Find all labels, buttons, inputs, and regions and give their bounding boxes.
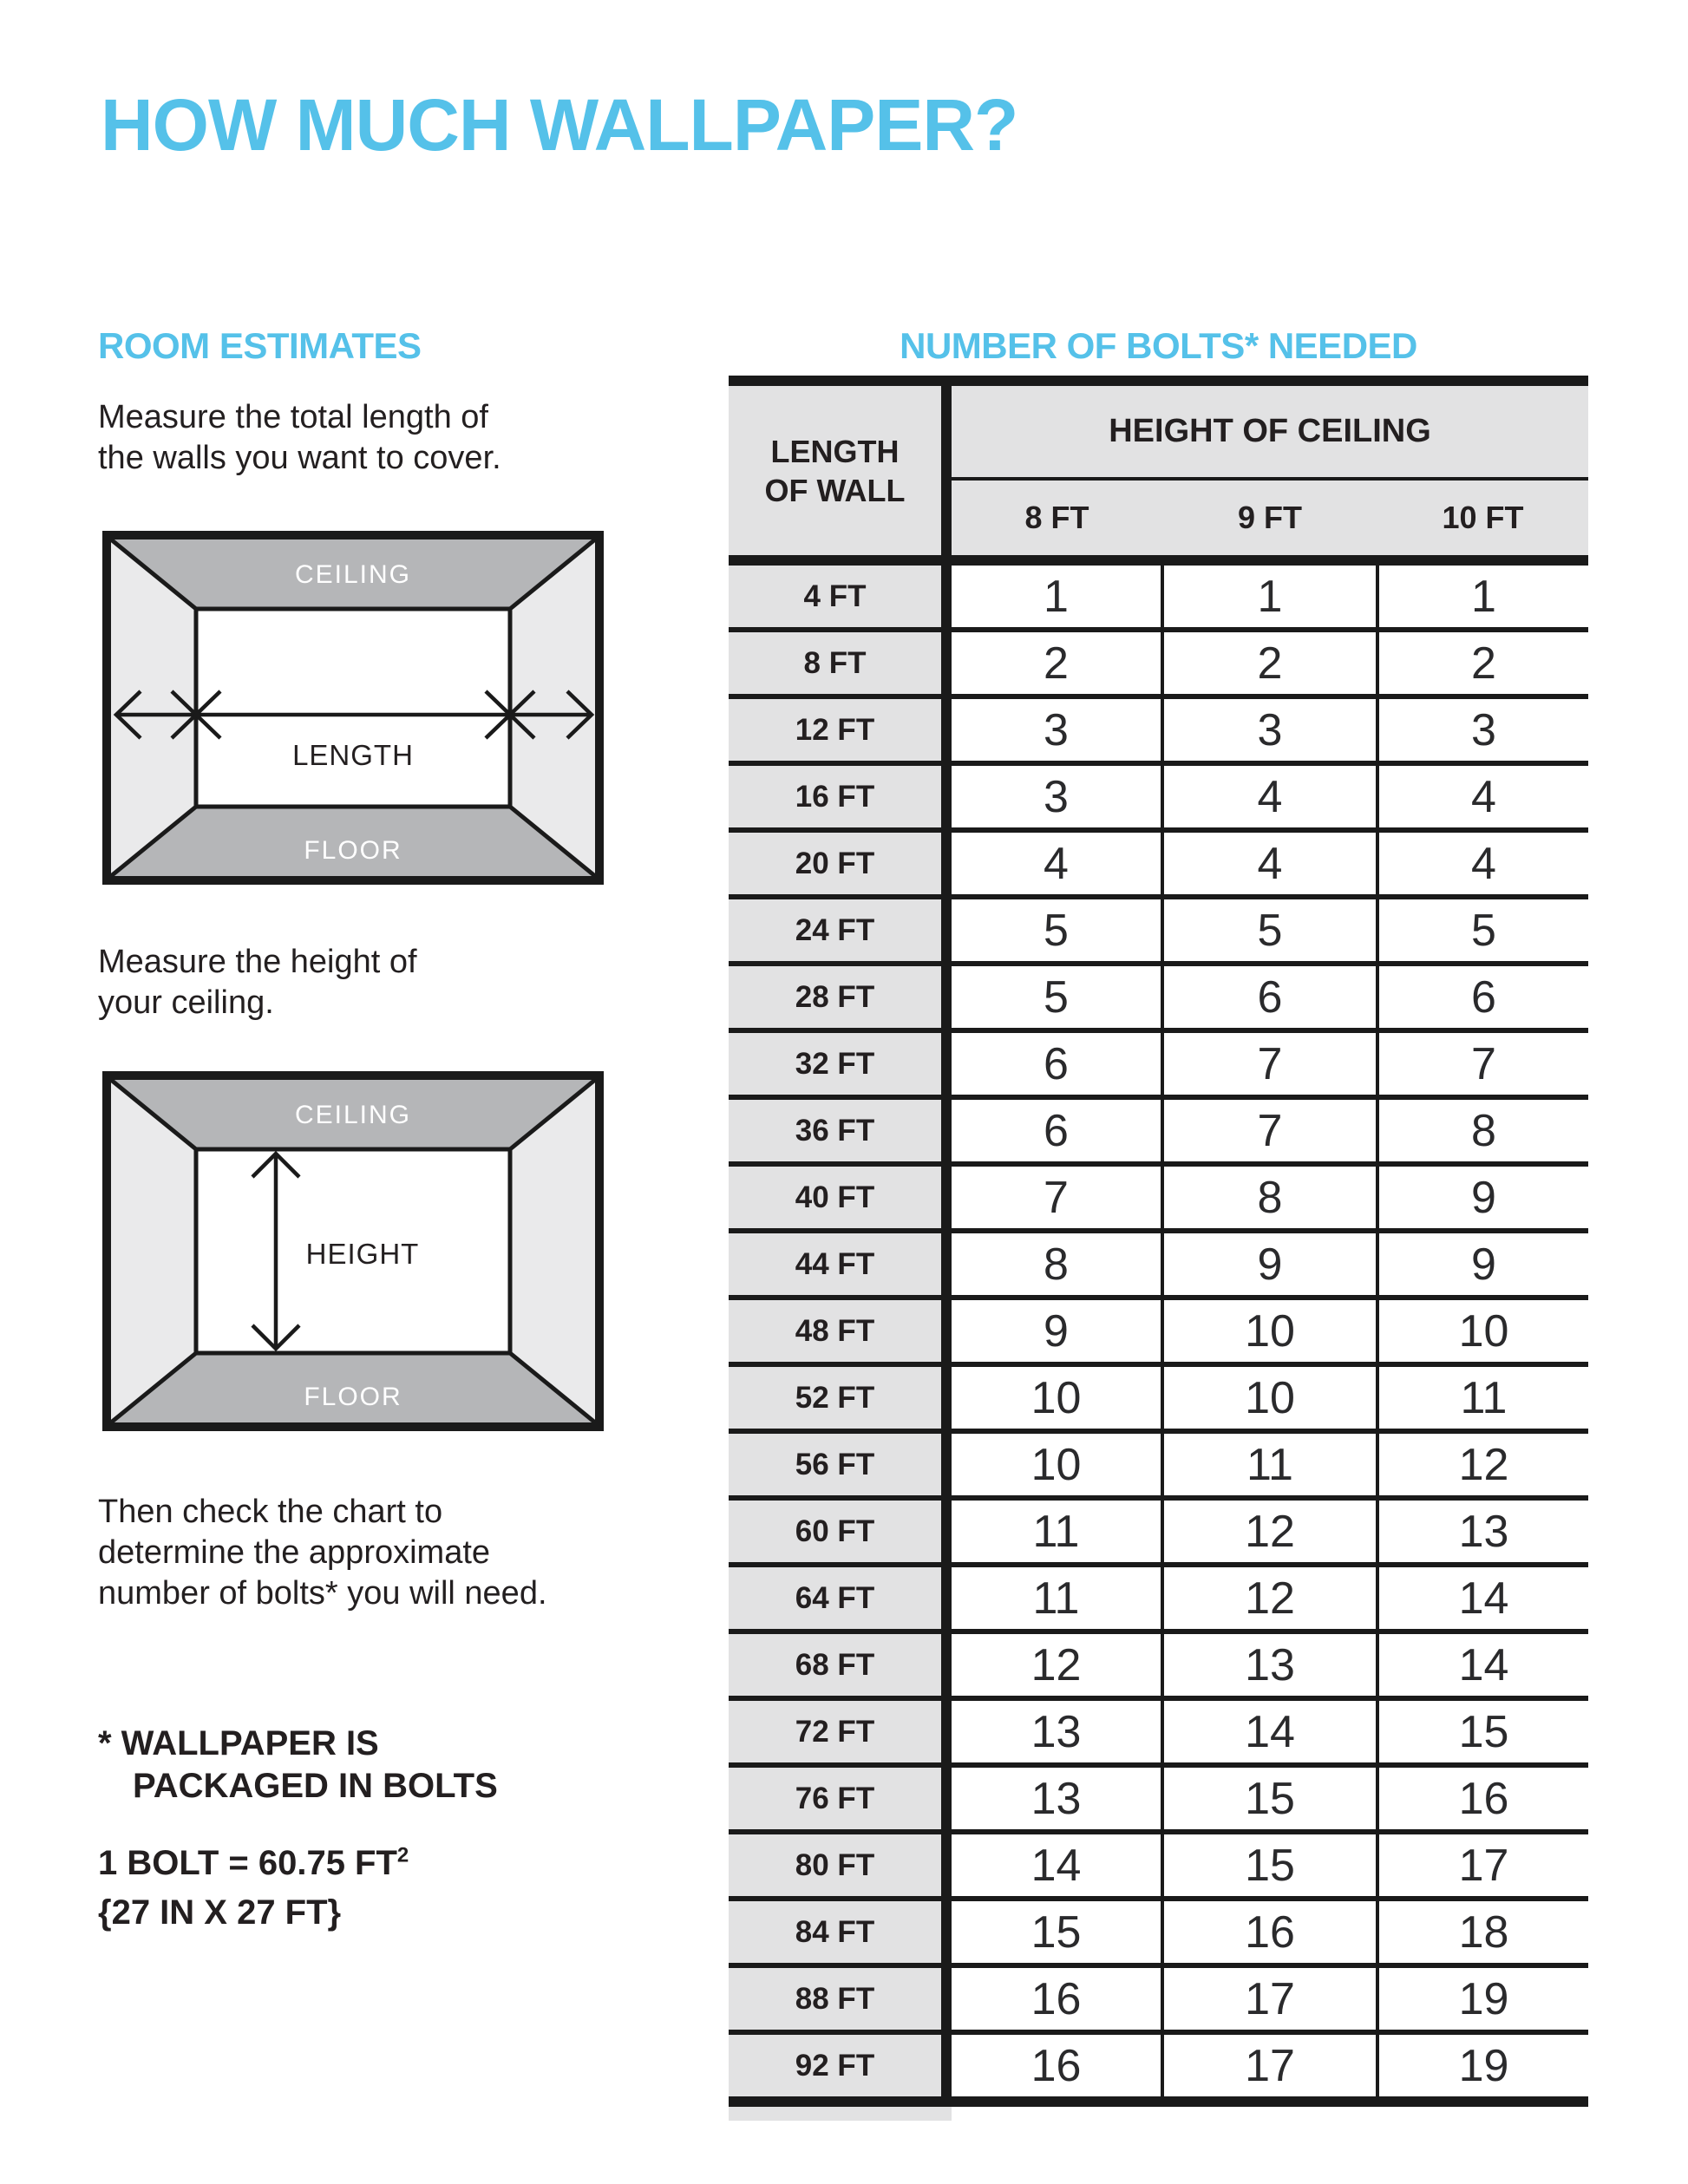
header-line: LENGTH (770, 433, 900, 469)
table-row (729, 1901, 1588, 1963)
column-divider-thick (941, 632, 952, 694)
column-divider-thick (941, 1033, 952, 1095)
bolt-count: 4 (1257, 838, 1283, 889)
bolt-count: 6 (1044, 1105, 1069, 1156)
row-label: 68 FT (729, 1634, 941, 1696)
bolt-count: 9 (1471, 1239, 1496, 1290)
column-divider-thick (941, 899, 952, 961)
bolt-size-text: 1 BOLT = 60.75 FT (98, 1844, 397, 1882)
table-row (729, 899, 1588, 961)
row-label: 52 FT (729, 1367, 941, 1429)
bolt-count: 12 (1245, 1506, 1295, 1557)
table-bottom-border (729, 2096, 1588, 2107)
row-label: 72 FT (729, 1701, 941, 1762)
bolt-count: 7 (1471, 1038, 1496, 1089)
bolt-count: 11 (1246, 1439, 1293, 1490)
row-label: 64 FT (729, 1567, 941, 1629)
measure-height-instruction (98, 942, 417, 1023)
table-row (729, 1501, 1588, 1562)
bolt-count: 11 (1032, 1506, 1080, 1557)
room-height-diagram-svg (102, 1071, 604, 1431)
instruction-line: the walls you want to cover. (98, 440, 501, 476)
bolt-count: 4 (1471, 771, 1496, 822)
bolt-count: 17 (1245, 1973, 1295, 2024)
height-label: HEIGHT (305, 1238, 420, 1270)
bolt-count: 13 (1458, 1506, 1509, 1557)
column-divider-thick (941, 386, 952, 555)
row-label: 48 FT (729, 1300, 941, 1362)
row-label: 4 FT (729, 566, 941, 627)
floor-label: FLOOR (304, 1383, 402, 1411)
bolt-count: 16 (1030, 1973, 1082, 2024)
column-divider-thick (941, 1100, 952, 1161)
bolt-count: 16 (1030, 2040, 1082, 2091)
bolt-count: 8 (1044, 1239, 1069, 1290)
column-divider-thick (941, 699, 952, 761)
row-label: 24 FT (729, 899, 941, 961)
table-row (729, 1033, 1588, 1095)
bolt-count: 3 (1471, 704, 1496, 755)
bolt-count: 7 (1257, 1038, 1283, 1089)
bolt-count: 9 (1471, 1172, 1496, 1223)
row-label: 80 FT (729, 1834, 941, 1896)
table-row (729, 1701, 1588, 1762)
bolt-count: 17 (1458, 1840, 1509, 1891)
ceiling-height-subheaders (952, 481, 1588, 555)
table-row (729, 766, 1588, 827)
bolt-count: 16 (1458, 1773, 1509, 1824)
bolt-count: 19 (1458, 2040, 1509, 2091)
room-height-diagram (102, 1071, 604, 1431)
bolt-count: 15 (1458, 1706, 1509, 1757)
bolt-count: 8 (1257, 1172, 1283, 1223)
table-row (729, 2035, 1588, 2096)
column-divider-thick (941, 1167, 952, 1228)
footnote-line: PACKAGED IN BOLTS (133, 1767, 498, 1805)
bolt-count: 9 (1044, 1305, 1069, 1357)
subheader-8ft: 8 FT (1024, 500, 1089, 535)
table-row (729, 966, 1588, 1028)
bolts-footnote (98, 1723, 498, 1808)
height-of-ceiling-header: HEIGHT OF CEILING (952, 386, 1588, 477)
column-divider-thick (941, 1367, 952, 1429)
bolt-count: 15 (1245, 1840, 1295, 1891)
row-label: 60 FT (729, 1501, 941, 1562)
bolt-dimensions-line: {27 IN X 27 FT} (98, 1893, 342, 1932)
table-row (729, 1768, 1588, 1829)
row-label: 32 FT (729, 1033, 941, 1095)
ceiling-label: CEILING (294, 560, 412, 589)
table-row (729, 566, 1588, 627)
table-rows (729, 566, 1588, 2096)
bolt-count: 15 (1245, 1773, 1295, 1824)
column-divider-thick (941, 1968, 952, 2030)
row-label: 88 FT (729, 1968, 941, 2030)
room-length-diagram-svg (102, 531, 604, 885)
instruction-line: number of bolts* you will need. (98, 1575, 547, 1612)
bolt-count: 10 (1030, 1372, 1082, 1423)
bolt-count: 14 (1245, 1706, 1295, 1757)
bolt-count: 11 (1460, 1372, 1508, 1423)
label-column-stub (729, 2107, 952, 2121)
bolt-count: 5 (1044, 905, 1069, 956)
bolt-count: 5 (1471, 905, 1496, 956)
bolt-count: 14 (1030, 1840, 1082, 1891)
bolt-count: 14 (1458, 1573, 1509, 1624)
bolts-needed-heading: NUMBER OF BOLTS* NEEDED (900, 325, 1417, 366)
check-chart-instruction (98, 1492, 547, 1614)
table-row (729, 1834, 1588, 1896)
bolt-count: 6 (1044, 1038, 1069, 1089)
column-divider-thick (941, 2035, 952, 2096)
bolt-count: 1 (1044, 571, 1069, 622)
subheader-9ft: 9 FT (1237, 500, 1302, 535)
table-row (729, 1367, 1588, 1429)
row-label: 76 FT (729, 1768, 941, 1829)
column-divider-thick (941, 1634, 952, 1696)
bolt-count: 2 (1044, 638, 1069, 689)
bolt-count: 14 (1458, 1639, 1509, 1690)
row-label: 12 FT (729, 699, 941, 761)
row-label: 44 FT (729, 1233, 941, 1295)
bolt-count: 5 (1044, 971, 1069, 1023)
bolt-count: 11 (1032, 1573, 1080, 1624)
bolt-count: 4 (1257, 771, 1283, 822)
table-header (729, 386, 1588, 555)
length-label: LENGTH (292, 739, 414, 771)
room-estimates-heading: ROOM ESTIMATES (98, 325, 422, 366)
table-top-border (729, 376, 1588, 386)
table-row (729, 632, 1588, 694)
column-divider-thick (941, 1434, 952, 1495)
instruction-line: Then check the chart to (98, 1494, 443, 1530)
header-line: OF WALL (764, 472, 906, 508)
squared-superscript: 2 (396, 1843, 409, 1867)
column-divider-thick (941, 1901, 952, 1963)
row-label: 36 FT (729, 1100, 941, 1161)
bolt-count: 10 (1458, 1305, 1509, 1357)
back-wall (196, 609, 510, 807)
bolt-count: 16 (1245, 1906, 1295, 1958)
measure-length-instruction (98, 397, 501, 479)
bolt-count: 9 (1257, 1239, 1283, 1290)
header-bottom-border (729, 555, 1588, 566)
row-label: 40 FT (729, 1167, 941, 1228)
bolt-count: 2 (1471, 638, 1496, 689)
column-divider-thick (941, 966, 952, 1028)
bolt-count: 10 (1030, 1439, 1082, 1490)
bolt-count: 4 (1471, 838, 1496, 889)
bolt-count: 12 (1245, 1573, 1295, 1624)
column-divider-thick (941, 833, 952, 894)
bolt-size-line (98, 1839, 409, 1888)
ceiling-label: CEILING (294, 1101, 412, 1129)
column-divider-thick (941, 1501, 952, 1562)
bolt-count: 18 (1458, 1906, 1509, 1958)
bolt-count: 10 (1245, 1372, 1295, 1423)
table-row (729, 1100, 1588, 1161)
row-label: 8 FT (729, 632, 941, 694)
bolt-count: 2 (1257, 638, 1283, 689)
bolt-count: 1 (1257, 571, 1283, 622)
bolt-count: 7 (1257, 1105, 1283, 1156)
bolt-count: 4 (1044, 838, 1069, 889)
bolt-count: 1 (1471, 571, 1496, 622)
bolt-count: 3 (1257, 704, 1283, 755)
bolt-count: 12 (1458, 1439, 1509, 1490)
bolt-count: 7 (1044, 1172, 1069, 1223)
column-divider-thick (941, 1834, 952, 1896)
row-label: 28 FT (729, 966, 941, 1028)
bolt-count: 12 (1030, 1639, 1082, 1690)
instruction-line: Measure the height of (98, 944, 417, 980)
bolt-count: 6 (1471, 971, 1496, 1023)
bolt-count: 15 (1030, 1906, 1082, 1958)
table-row (729, 1567, 1588, 1629)
bolt-count: 8 (1471, 1105, 1496, 1156)
table-row (729, 833, 1588, 894)
bolts-table (729, 376, 1588, 2121)
column-divider-thick (941, 566, 952, 627)
table-row (729, 1233, 1588, 1295)
row-label: 20 FT (729, 833, 941, 894)
bolt-count: 3 (1044, 704, 1069, 755)
table-row (729, 1167, 1588, 1228)
bolt-count: 13 (1030, 1773, 1082, 1824)
table-row (729, 1300, 1588, 1362)
column-divider-thick (941, 1300, 952, 1362)
room-length-diagram (102, 531, 604, 885)
bolt-size-note (98, 1839, 409, 1938)
bolt-count: 13 (1245, 1639, 1295, 1690)
subheader-10ft: 10 FT (1442, 500, 1524, 535)
page-title: HOW MUCH WALLPAPER? (101, 84, 1018, 166)
bolt-count: 3 (1044, 771, 1069, 822)
column-divider-thick (941, 1701, 952, 1762)
bolt-count: 5 (1257, 905, 1283, 956)
table-row (729, 1634, 1588, 1696)
column-divider-thick (941, 1567, 952, 1629)
row-label: 92 FT (729, 2035, 941, 2096)
instruction-line: Measure the total length of (98, 399, 488, 435)
table-row (729, 1968, 1588, 2030)
length-of-wall-header (729, 386, 941, 555)
height-of-ceiling-header-group (952, 386, 1588, 555)
row-label: 84 FT (729, 1901, 941, 1963)
column-divider-thick (941, 1233, 952, 1295)
table-row (729, 1434, 1588, 1495)
bolt-count: 19 (1458, 1973, 1509, 2024)
instruction-line: determine the approximate (98, 1534, 491, 1571)
footnote-line: * WALLPAPER IS (98, 1724, 379, 1762)
bolt-count: 10 (1245, 1305, 1295, 1357)
bolt-count: 6 (1257, 971, 1283, 1023)
column-divider-thick (941, 1768, 952, 1829)
table-row (729, 699, 1588, 761)
bolt-count: 13 (1030, 1706, 1082, 1757)
row-label: 16 FT (729, 766, 941, 827)
instruction-line: your ceiling. (98, 984, 274, 1021)
bolt-count: 17 (1245, 2040, 1295, 2091)
floor-label: FLOOR (304, 836, 402, 865)
row-label: 56 FT (729, 1434, 941, 1495)
column-divider-thick (941, 766, 952, 827)
